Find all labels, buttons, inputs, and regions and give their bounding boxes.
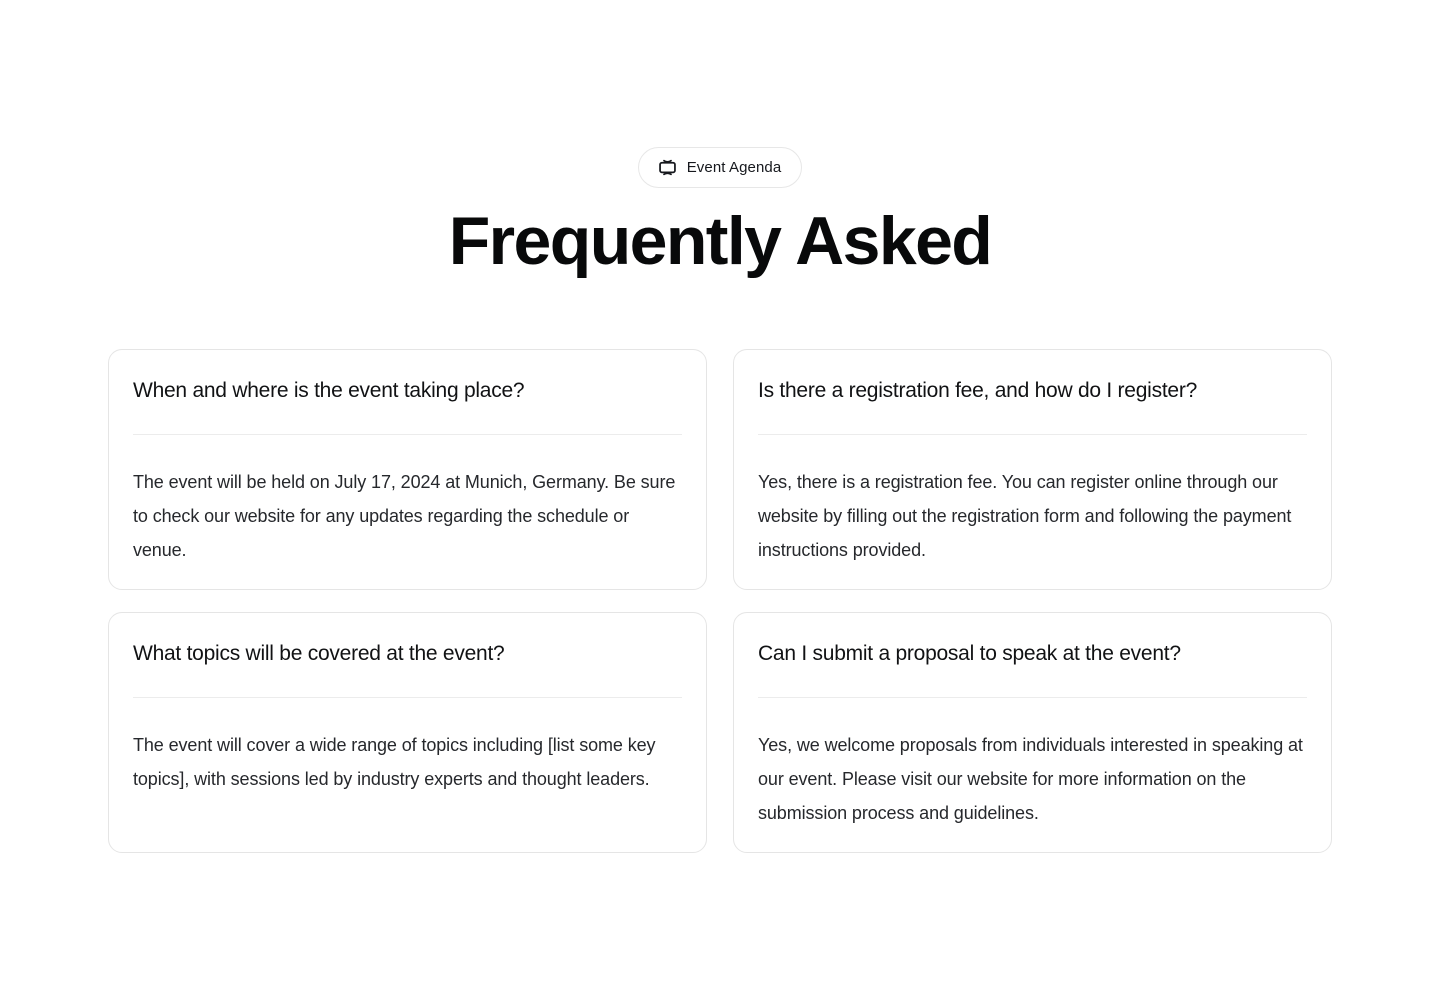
faq-divider xyxy=(133,697,682,698)
faq-card[interactable] xyxy=(108,349,707,590)
badge-row xyxy=(0,147,1440,188)
faq-question: When and where is the event taking place? xyxy=(133,379,525,402)
faq-question: Can I submit a proposal to speak at the event? xyxy=(758,642,1181,665)
faq-answer: Yes, there is a registration fee. You can register online through our website by filling out the registration form and following the payment instructions provided. xyxy=(758,472,1292,560)
faq-divider xyxy=(133,434,682,435)
badge-label: Event Agenda xyxy=(686,159,782,176)
page-title: Frequently Asked xyxy=(448,203,992,279)
faq-card[interactable] xyxy=(733,349,1332,590)
event-agenda-badge[interactable] xyxy=(638,147,803,188)
faq-question: Is there a registration fee, and how do I register? xyxy=(758,379,1198,402)
faq-card[interactable] xyxy=(733,612,1332,853)
faq-divider xyxy=(758,434,1307,435)
faq-answer: Yes, we welcome proposals from individuals interested in speaking at our event. Please visit our website for more information on the submission process and guidelines. xyxy=(758,735,1303,823)
faq-divider xyxy=(758,697,1307,698)
faq-answer: The event will cover a wide range of topics including [list some key topics], with sessions led by industry experts and thought leaders. xyxy=(133,735,656,789)
faq-answer: The event will be held on July 17, 2024 at Munich, Germany. Be sure to check our website for any updates regarding the schedule or venue. xyxy=(133,472,676,560)
faq-question: What topics will be covered at the event? xyxy=(133,642,505,665)
presentation-board-icon xyxy=(657,157,678,178)
faq-grid xyxy=(108,349,1332,853)
faq-card[interactable] xyxy=(108,612,707,853)
